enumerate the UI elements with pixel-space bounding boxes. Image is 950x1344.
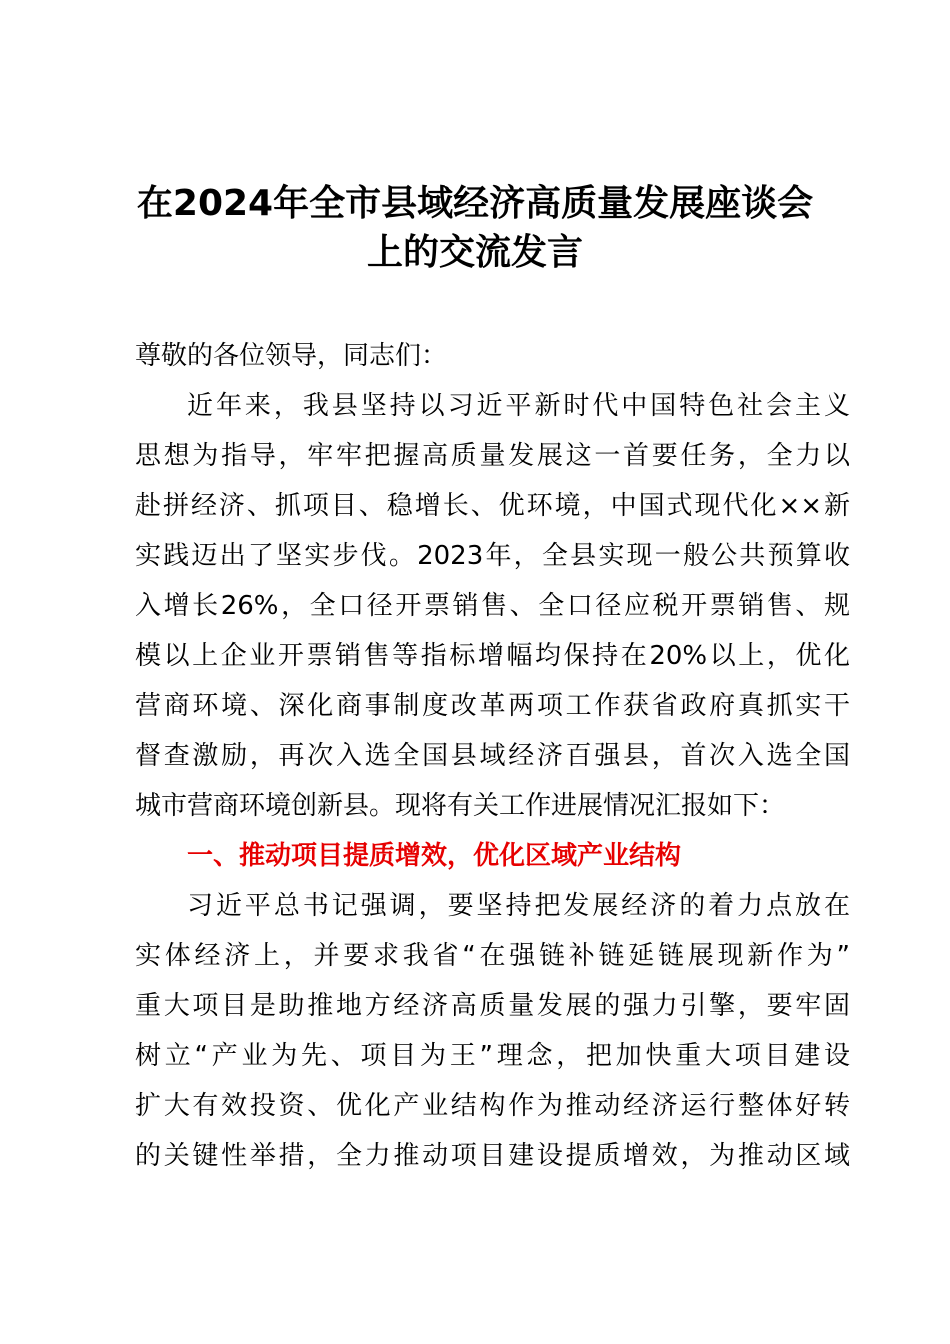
section-heading-text: 一、推动项目提质增效，优化区域产业结构	[187, 841, 682, 871]
paragraph-line: 树立“产业为先、项目为王”理念，把加快重大项目建设	[135, 1041, 850, 1071]
document-title-line-2: 上的交流发言	[366, 232, 583, 273]
paragraph-line: 扩大有效投资、优化产业结构作为推动经济运行整体好转	[135, 1091, 850, 1121]
document-title-line-1: 在2024年全市县域经济高质量发展座谈会	[136, 183, 814, 224]
paragraph-line: 赴拼经济、抓项目、稳增长、优环境，中国式现代化××新	[135, 491, 850, 521]
paragraph-line: 模以上企业开票销售等指标增幅均保持在20%以上，优化	[135, 641, 850, 671]
paragraph-section-1	[135, 881, 850, 1181]
paragraph-line: 城市营商环境创新县。现将有关工作进展情况汇报如下：	[135, 791, 786, 821]
paragraph-line: 的关键性举措，全力推动项目建设提质增效，为推动区域	[135, 1141, 850, 1171]
section-heading-1	[135, 831, 850, 881]
paragraph-intro	[135, 381, 850, 831]
paragraph-line: 督查激励，再次入选全国县域经济百强县，首次入选全国	[135, 741, 850, 771]
paragraph-line: 营商环境、深化商事制度改革两项工作获省政府真抓实干	[135, 691, 850, 721]
paragraph-line: 实践迈出了坚实步伐。2023年，全县实现一般公共预算收	[135, 541, 850, 571]
paragraph-line: 习近平总书记强调，要坚持把发展经济的着力点放在	[187, 891, 850, 921]
salutation	[135, 331, 850, 381]
paragraph-line: 近年来，我县坚持以习近平新时代中国特色社会主义	[187, 391, 850, 421]
salutation-text: 尊敬的各位领导，同志们：	[135, 341, 448, 371]
paragraph-line: 重大项目是助推地方经济高质量发展的强力引擎，要牢固	[135, 991, 850, 1021]
paragraph-line: 入增长26%，全口径开票销售、全口径应税开票销售、规	[135, 591, 850, 621]
paragraph-line: 思想为指导，牢牢把握高质量发展这一首要任务，全力以	[135, 441, 850, 471]
paragraph-line: 实体经济上，并要求我省“在强链补链延链展现新作为”	[135, 941, 850, 971]
